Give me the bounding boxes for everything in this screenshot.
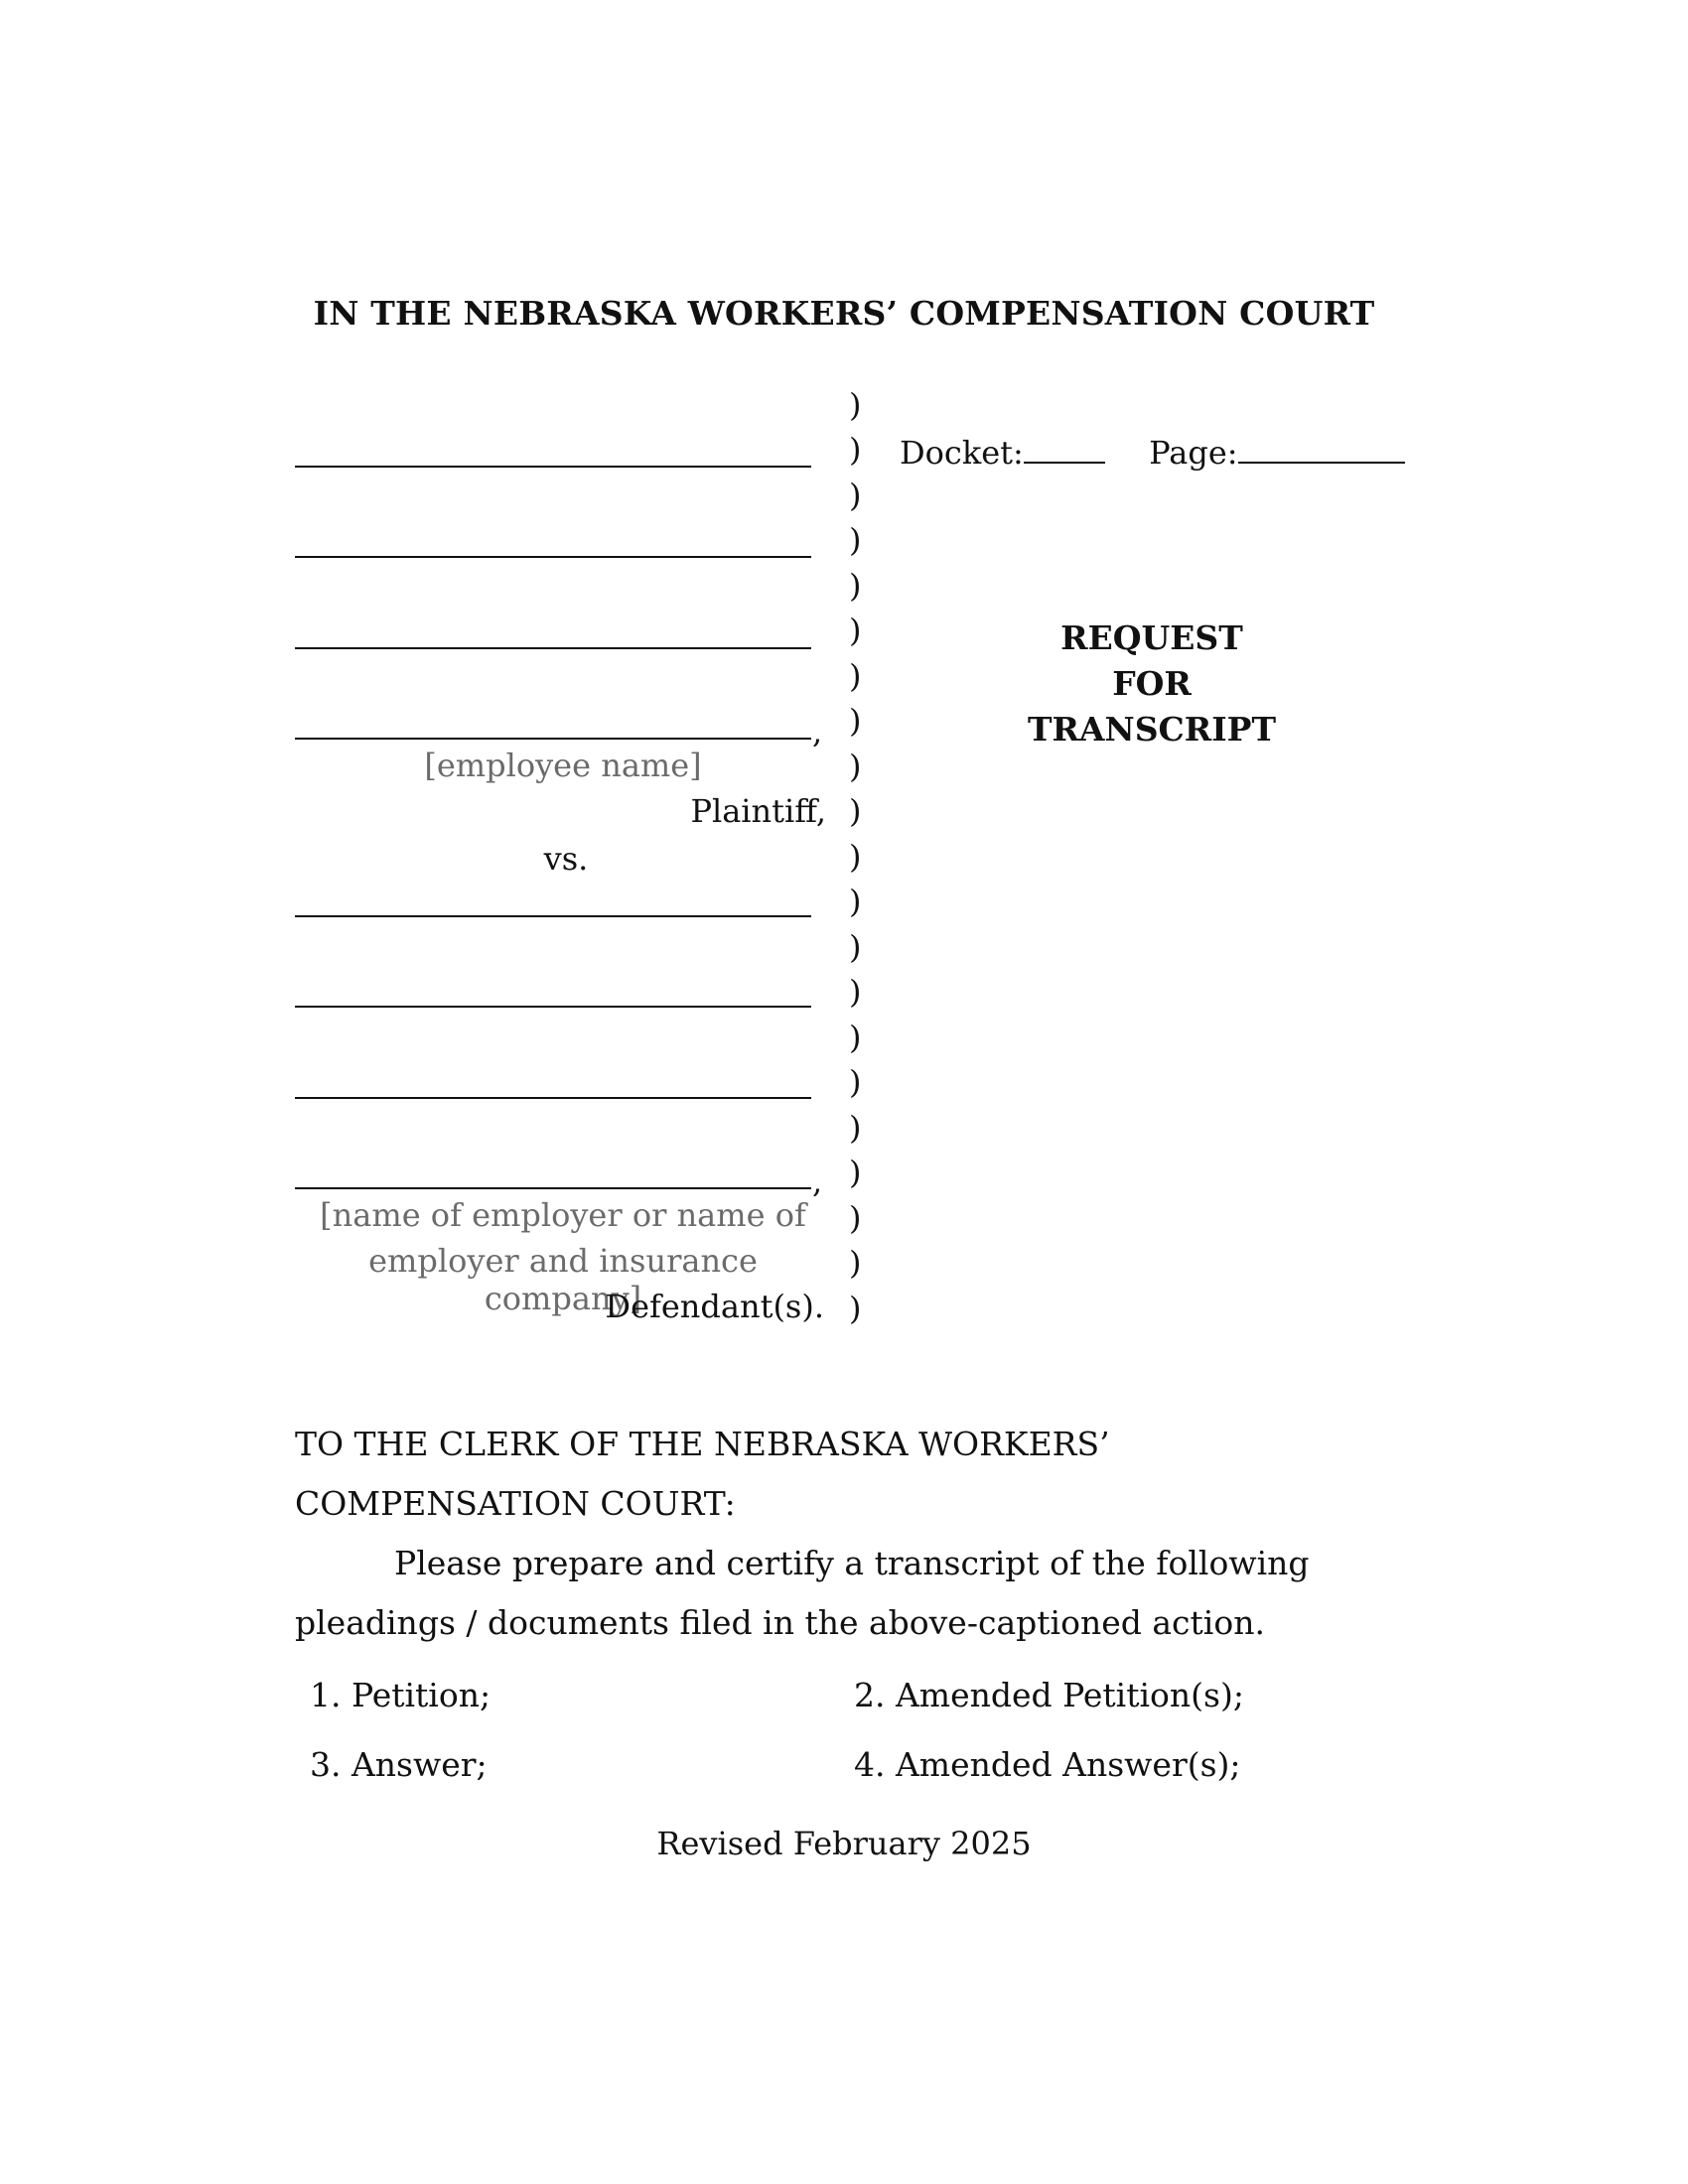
employee-name-hint: [employee name]	[424, 747, 702, 784]
docket-label: Docket:	[900, 434, 1024, 472]
caption-paren: )	[849, 973, 862, 1011]
caption-paren: )	[849, 431, 862, 469]
defendant-name-line-3[interactable]	[295, 1097, 811, 1099]
defendant-name-line-2[interactable]	[295, 1006, 811, 1008]
list-item: 4. Amended Answer(s);	[854, 1745, 1241, 1784]
caption-paren: )	[849, 928, 862, 966]
list-item: 1. Petition;	[310, 1676, 492, 1714]
caption-paren: )	[849, 477, 862, 514]
plaintiff-name-line-3[interactable]	[295, 647, 811, 649]
revision-footer: Revised February 2025	[656, 1825, 1032, 1862]
caption-paren: )	[849, 1244, 862, 1282]
list-item: 3. Answer;	[310, 1745, 488, 1784]
caption-paren: )	[849, 1019, 862, 1056]
plaintiff-name-line-4[interactable]	[295, 738, 811, 740]
caption-paren: )	[849, 386, 862, 424]
plaintiff-label: Plaintiff,	[690, 792, 826, 830]
employer-hint-line-1: [name of employer or name of	[320, 1196, 806, 1234]
plaintiff-name-line-2[interactable]	[295, 556, 811, 558]
caption-paren: )	[849, 567, 862, 605]
plaintiff-name-line-1[interactable]	[295, 466, 811, 468]
plaintiff-comma: ,	[812, 713, 823, 751]
document-title-line-1: REQUEST	[1060, 618, 1243, 657]
caption-paren: )	[849, 792, 862, 830]
page-label: Page:	[1149, 434, 1238, 472]
caption-paren: )	[849, 1154, 862, 1191]
caption-paren: )	[849, 612, 862, 649]
instruction: Please prepare and certify a transcript of the following pleadings / documents filed in the above-captioned action.	[295, 1544, 1310, 1642]
caption-paren: )	[849, 1199, 862, 1237]
caption-paren: )	[849, 1063, 862, 1101]
court-title: IN THE NEBRASKA WORKERS’ COMPENSATION COURT	[313, 294, 1375, 333]
defendant-name-line-1[interactable]	[295, 915, 811, 917]
caption-paren: )	[849, 521, 862, 559]
document-title-line-3: TRANSCRIPT	[1027, 710, 1277, 749]
addressee: TO THE CLERK OF THE NEBRASKA WORKERS’ COMPENSATION COURT:	[295, 1425, 1110, 1523]
docket-page-row	[900, 432, 1405, 472]
caption-paren: )	[849, 702, 862, 740]
page-field[interactable]	[1238, 432, 1405, 464]
caption-paren: )	[849, 657, 862, 695]
document-title	[993, 615, 1311, 752]
defendant-comma: ,	[812, 1162, 823, 1200]
caption-paren: )	[849, 1290, 862, 1327]
caption-paren: )	[849, 883, 862, 920]
defendant-name-line-4[interactable]	[295, 1187, 811, 1189]
caption-paren: )	[849, 1109, 862, 1147]
docket-field[interactable]	[1024, 432, 1105, 464]
caption-paren: )	[849, 748, 862, 785]
list-item: 2. Amended Petition(s);	[854, 1676, 1244, 1714]
defendant-label: Defendant(s).	[605, 1288, 824, 1325]
document-title-line-2: FOR	[1112, 664, 1192, 703]
versus-label: vs.	[543, 840, 589, 878]
caption-paren: )	[849, 838, 862, 876]
employer-hint-line-2: employer and insurance company]	[368, 1242, 758, 1317]
